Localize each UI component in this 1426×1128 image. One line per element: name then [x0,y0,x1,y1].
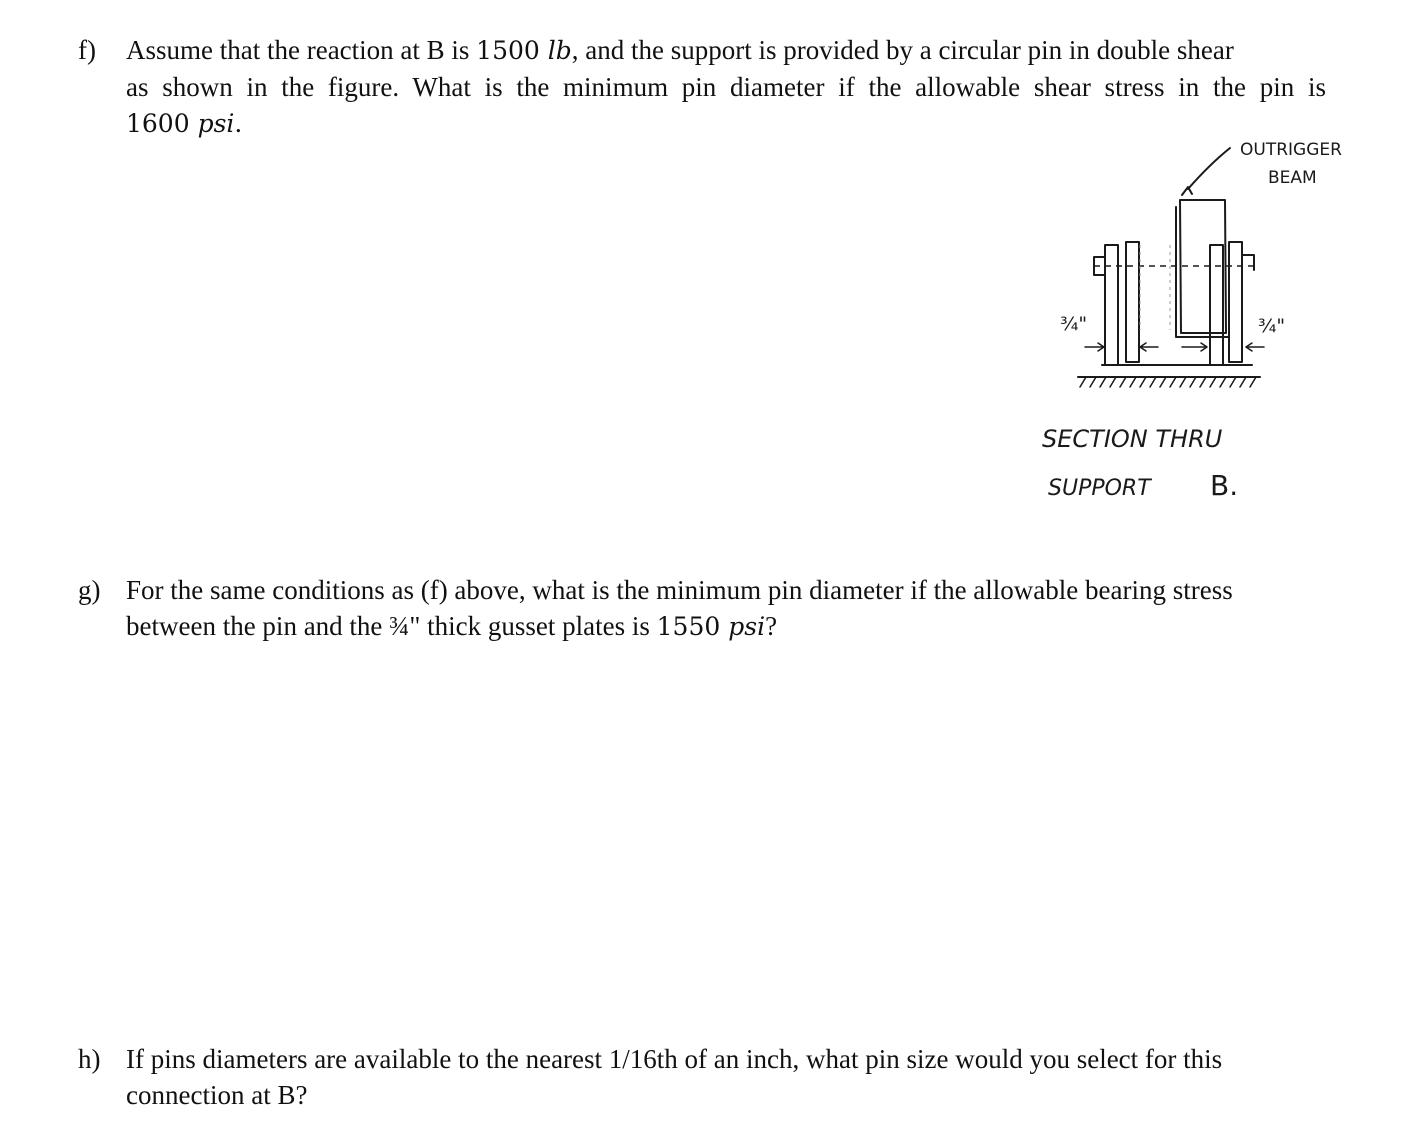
left-gusset-plate [1105,245,1118,365]
question-g-line-1: For the same conditions as (f) above, what is the minimum pin diameter if the allowable bearing stress [126,575,1233,605]
reaction-value: 1500 lb [476,36,572,65]
shear-stress-value: 1600 psi. [126,109,243,138]
question-f-label: f) [78,35,96,65]
support-section-figure [1030,125,1410,525]
right-gusset-plate [1210,245,1223,365]
question-h-text [126,1041,1326,1113]
pin-right-head [1242,255,1254,270]
caption-line-1: SECTION THRU [1042,425,1223,453]
question-g-label: g) [78,575,101,605]
caption-line-2: SUPPORT [1048,476,1151,501]
question-h-label: h) [78,1044,101,1074]
question-f-line-2: as shown in the figure. What is the minimum pin diameter if the allowable shear stress in the pin is [126,72,1326,102]
question-g-text [126,572,1326,645]
leader-line [1188,148,1230,189]
bearing-stress-value: 1550 psi [656,612,766,641]
question-h-line-2: connection at B? [126,1080,308,1110]
label-beam: BEAM [1268,168,1317,188]
left-thickness-label: ¾" [1060,313,1088,335]
question-h-line-1: If pins diameters are available to the nearest 1/16th of an inch, what pin size would you select for this [126,1044,1223,1074]
question-g-line-2: between the pin and the ¾" thick gusset plates is 1550 psi? [126,611,778,641]
caption-b: B. [1210,469,1239,502]
right-thickness-label: ¾" [1258,315,1286,337]
label-outrigger: OUTRIGGER [1240,140,1342,160]
question-f-line-1: Assume that the reaction at B is 1500 lb, and the support is provided by a circular pin in double shear [126,35,1234,65]
